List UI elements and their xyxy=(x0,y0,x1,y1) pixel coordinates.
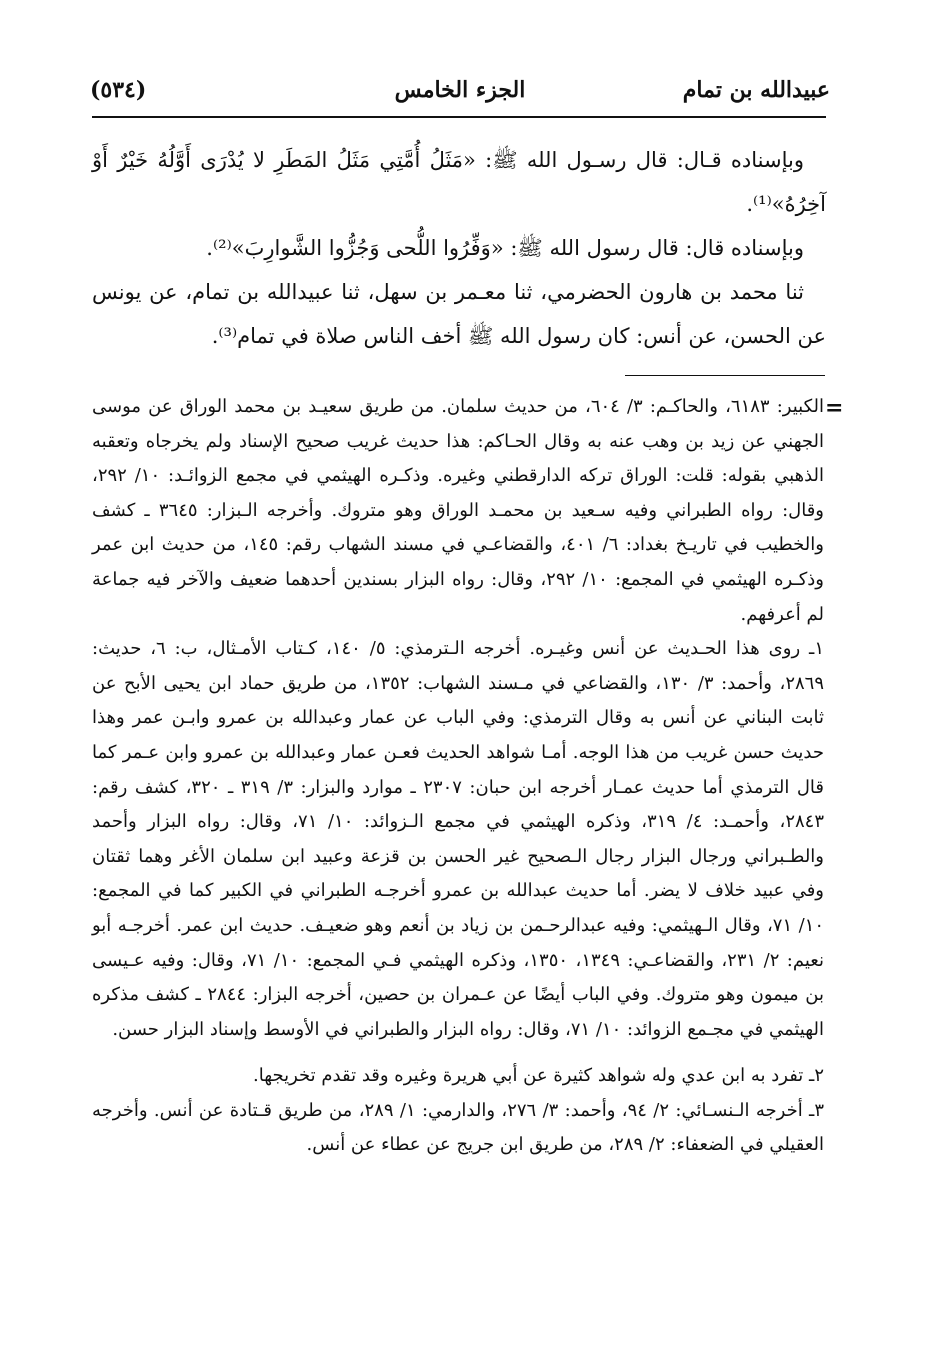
hadith-paragraph-1: وبإسناده قـال: قال رسـول الله ﷺ: «مَثَلُ أُمَّتِي مَثَلُ المَطَرِ لا يُدْرَى أَوَّلُهُ خَيْرٌ أَوْ آخِرُهُ»⁽¹⁾. xyxy=(92,148,826,216)
footnote-continued: الكبير: ٦١٨٣، والحاكـم: ٣/ ٦٠٤، من حديث سلمان. من طريق سعيـد بن محمد الوراق عن موسى الجهني عن زيد بن وهب عنه به وقال الحـاكم: هذا حديث غريب صحيح الإسناد ولم يخرجاه وتعقبه الذهبي بقوله: قلت: الوراق تركه الدارقطني وغيره. وذكـره الهيثمي في مجمع الزوائـد: ١٠/ ٢٩٢، وقال: رواه الطبراني وفيه سـعيد بن محمـد الوراق وهو متروك. وأخرجه الـبزار: ٣٦٤٥ ـ كشف والخطيب في تاريـخ بغداد: ٦/ ٤٠١، والقضاعـي في مسند الشهاب رقم: ١٤٥، من حديث ابن عمر وذكـره الهيثمي في المجمع: ١٠/ ٢٩٢، وقال: رواه البزار بسندين أحدهما ضعيف والآخر فيه جماعة لم أعرفهم. xyxy=(92,396,824,625)
continuation-mark: = xyxy=(825,395,844,421)
volume-title: الجزء الخامس xyxy=(394,77,526,103)
page-number: (٥٣٤) xyxy=(90,77,147,103)
footnotes xyxy=(92,390,824,1163)
header-divider xyxy=(92,116,826,118)
hadith-paragraph-2: وبإسناده قال: قال رسول الله ﷺ: «وَفِّرُوا اللُّحى وَجُزُّوا الشَّوارِبَ»⁽²⁾. xyxy=(206,236,804,260)
footnote-2: ٢ـ تفرد به ابن عدي وله شواهد كثيرة عن أبي هريرة وغيره وقد تقدم تخريجها. xyxy=(252,1065,824,1087)
footnote-1: ١ـ روى هذا الحـديث عن أنس وغيـره. أخرجه الـترمذي: ٥/ ١٤٠، كـتاب الأمـثال، ب: ٦، حديث: ٢٨٦٩، وأحمد: ٣/ ١٣٠، والقضاعي في مـسند الشهاب: ١٣٥٢، من طريق حماد ابن يحيى الأبح عن ثابت البناني عن أنس به وقال الترمذي: وفي الباب عن عمار وعبدالله بن عمرو وابـن عمر وهذا حديث حسن غريب من هذا الوجه. أمـا شواهد الحديث فعـن عمار وعبدالله بن عمرو وابن عـمر كما قال الترمذي أما حديث عمـار أخرجه ابن حبان: ٢٣٠٧ ـ موارد والبزار: ٣/ ٣١٩ ـ ٣٢٠، كشف رقم: ٢٨٤٣، وأحمـد: ٤/ ٣١٩، وذكره الهيثمي في مجمع الـزوائد: ١٠/ ٧١، وقال: رواه البزار وأحمد والطـبراني ورجال البزار رجال الـصحيح غير الحسن بن قزعة وعبيد ابن سلمان الأغر وهما ثقتان وفي عبيد خلاف لا يضر. أما حديث عبدالله بن عمرو أخرجـه الطبراني في الكبير كما في المجمع: ١٠/ ٧١، وقال الـهيثمي: وفيه عبدالرحـمن بن زياد بن أنعم وهو ضعيـف. حديث ابن عمر. أخرجـه أبو نعيم: ٢/ ٢٣١، والقضاعـي: ١٣٤٩، ١٣٥٠، وذكره الهيثمي فـي المجمع: ١٠/ ٧١، وقال: وفيه عـيسى بن ميمون وهو متروك. وفي الباب أيضًا عن عـمران بن حصين، أخرجه البزار: ٢٨٤٤ ـ كشف مذكره الهيثمي في مجـمع الزوائد: ١٠/ ٧١، وقال: رواه البزار والطبراني في الأوسط وإسناد البزار حسن. xyxy=(92,638,825,1040)
chapter-title: عبيدالله بن تمام xyxy=(682,77,830,103)
footnote-spacer xyxy=(92,1047,824,1059)
footnote-3: ٣ـ أخرجه الـنسـائي: ٢/ ٩٤، وأحمد: ٣/ ٢٧٦، والدارمي: ١/ ٢٨٩، من طريق قـتادة عن أنس. وأخرجه العقيلي في الضعفاء: ٢/ ٢٨٩، من طريق ابن جريج عن عطاء عن أنس. xyxy=(92,1099,824,1156)
footnote-divider xyxy=(625,375,825,376)
main-text xyxy=(92,138,826,358)
hadith-paragraph-3: ثنا محمد بن هارون الحضرمي، ثنا معـمر بن سهل، ثنا عبيدالله بن تمام، عن يونس عن الحسن، عن أنس: كان رسول الله ﷺ أخف الناس صلاة في تمام⁽³⁾. xyxy=(92,280,826,348)
running-header xyxy=(90,72,830,108)
